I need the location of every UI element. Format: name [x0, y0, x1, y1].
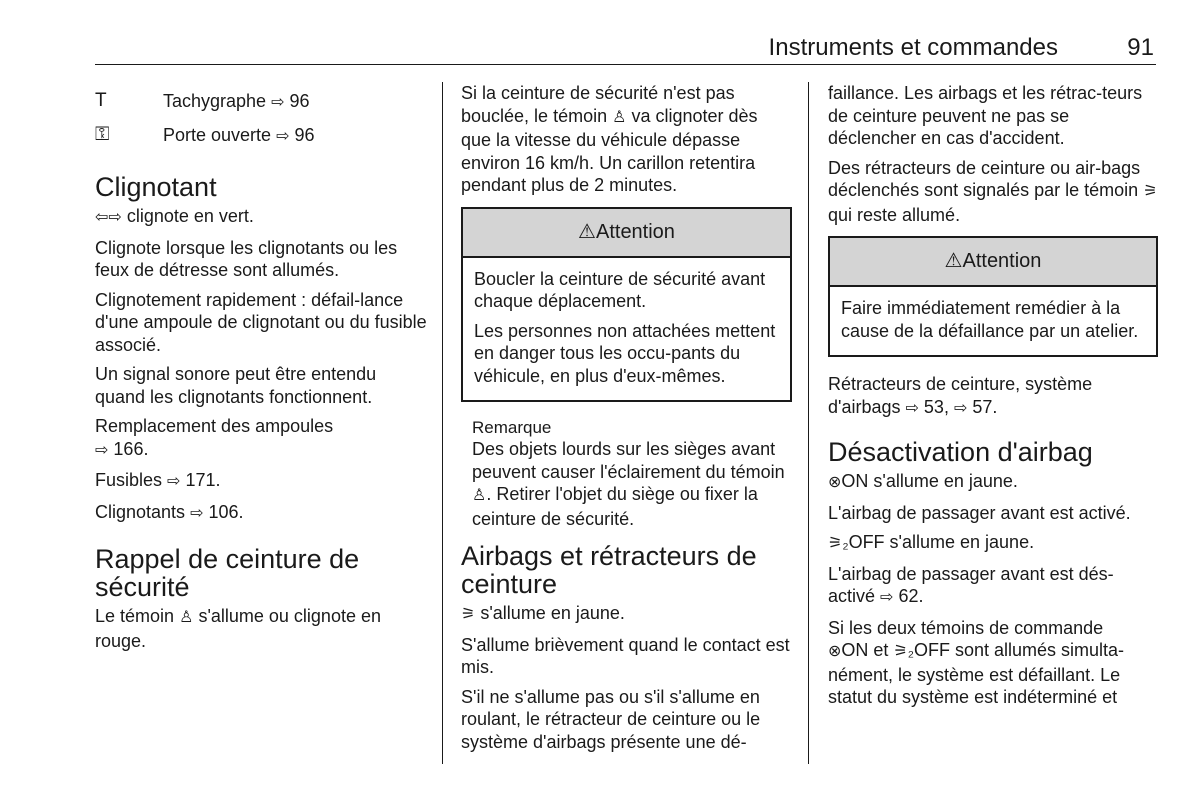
- reference-1: 53,: [923, 396, 949, 417]
- warning-text-2: Faire immédiatement remédier à la cause de la défaillance par un atelier.: [841, 298, 1139, 341]
- door-text: [163, 124, 315, 149]
- door-row: [95, 124, 427, 158]
- airbag-icon: ⚞: [461, 606, 476, 623]
- arrow-icon: ⇨: [880, 589, 894, 606]
- arrow-icon: ⇨: [953, 399, 968, 417]
- arrow-icon: ⇨: [905, 399, 919, 417]
- page-number: 91: [1127, 34, 1154, 61]
- clignotant-heading: Clignotant: [95, 172, 217, 202]
- airbag-on-desc: L'airbag de passager avant est activé.: [828, 502, 1131, 523]
- fusibles-ref: 171.: [185, 470, 221, 490]
- tachograph-text: [163, 90, 310, 115]
- seatbelt-icon: ♙: [472, 487, 487, 504]
- rappel-text-a: Le témoin: [95, 606, 175, 626]
- last-text-a: Si les deux témoins de commande: [828, 617, 1104, 638]
- tachograph-label: Tachygraphe: [163, 91, 267, 111]
- clignotant-line1: [95, 205, 427, 230]
- warning-icon: ⚠: [578, 220, 596, 243]
- clignotants-paragraph: [95, 501, 427, 526]
- col3-p2: [828, 157, 1158, 227]
- door-label: Porte ouverte: [163, 125, 272, 145]
- seatbelt-icon: ♙: [179, 609, 194, 626]
- warning-p1: Boucler la ceinture de sécurité avant chaque déplacement.: [474, 268, 766, 311]
- airbags-p1-text: s'allume en jaune.: [480, 603, 625, 623]
- reference-2: 57.: [972, 396, 998, 417]
- warning-title-2: Attention: [962, 250, 1042, 272]
- last-off: OFF sont allumés simulta-nément, le système est défaillant. Le statut du système est indéterminé et: [828, 640, 1125, 707]
- column-divider-2: [808, 82, 809, 764]
- clignotant-p2: Clignote lorsque les clignotants ou les feux de détresse sont allumés.: [95, 237, 398, 280]
- note-text-a: Des objets lourds sur les sièges avant peuvent causer l'éclairement du témoin: [472, 439, 785, 482]
- tachograph-ref: 96: [289, 91, 310, 111]
- airbag-off-icon: ⚞₂: [893, 643, 914, 660]
- replacement-ref: 166.: [113, 438, 149, 459]
- airbag-off-line: [828, 531, 1158, 556]
- tachograph-row: [95, 90, 427, 124]
- airbag-off-desc-text: L'airbag de passager avant est dés-activé: [828, 563, 1114, 606]
- col3-p1: faillance. Les airbags et les rétrac-teurs de ceinture peuvent ne pas se déclencher en cas d'accident.: [828, 83, 1143, 148]
- airbag-off-text: OFF s'allume en jaune.: [848, 532, 1035, 552]
- airbags-p2: S'allume brièvement quand le contact est mis.: [461, 634, 790, 677]
- header-title: Instruments et commandes: [768, 34, 1058, 61]
- fusibles-paragraph: [95, 469, 427, 494]
- airbag-on-text: ON s'allume en jaune.: [841, 471, 1018, 491]
- warning-body-2: [830, 287, 1156, 355]
- tachograph-icon: T: [95, 90, 107, 111]
- note-text-b: . Retirer l'objet du siège ou fixer la ceinture de sécurité.: [472, 484, 758, 529]
- clignotants-ref: 106.: [208, 501, 244, 522]
- warning-title: Attention: [595, 220, 675, 243]
- warning-header-2: [830, 238, 1156, 287]
- arrow-icon: ⇨: [95, 441, 109, 459]
- clignotant-p4: Un signal sonore peut être entendu quand les clignotants fonctionnent.: [95, 364, 377, 407]
- arrow-icon: ⇨: [190, 504, 204, 522]
- seatbelt-text-a: Si la ceinture de sécurité n'est pas bouclée, le témoin: [461, 83, 735, 126]
- note-block: [461, 418, 792, 530]
- airbag-on-icon: ⊗: [828, 474, 842, 491]
- note-text: [472, 438, 792, 530]
- airbag-off-ref: 62.: [898, 586, 924, 606]
- replacement-label: Remplacement des ampoules: [95, 416, 334, 436]
- arrow-icon: ⇨: [271, 94, 285, 111]
- warning-body: [463, 258, 790, 401]
- clignotant-p3: Clignotement rapidement : défail-lance d'une ampoule de clignotant ou du fusible associé.: [95, 289, 427, 355]
- seatbelt-paragraph: [461, 82, 792, 197]
- clignotants-label: Clignotants: [95, 501, 186, 522]
- rappel-heading: Rappel de ceinture de sécurité: [95, 544, 360, 602]
- airbag-off-icon: ⚞₂: [828, 535, 849, 552]
- door-ref: 96: [294, 125, 315, 145]
- column-2: [461, 82, 792, 760]
- column-3: [828, 82, 1158, 716]
- col3-p2-text-a: Des rétracteurs de ceinture ou air-bags déclenchés sont signalés par le témoin: [828, 157, 1141, 200]
- airbag-on-line: [828, 470, 1158, 495]
- rappel-text-b: s'allume ou clignote en rouge.: [95, 606, 381, 651]
- airbag-icon: ⚞: [1143, 183, 1158, 200]
- col3-p2-text-b: qui reste allumé.: [828, 204, 961, 225]
- last-paragraph: [828, 617, 1158, 709]
- airbags-p1: [461, 602, 792, 627]
- seatbelt-icon: ♙: [612, 108, 627, 126]
- airbag-on-icon: ⊗: [828, 643, 842, 660]
- note-title: Remarque: [472, 418, 552, 437]
- warning-p2: Les personnes non attachées mettent en danger tous les occu-pants du véhicule, en plus d'eux-mêmes.: [474, 320, 776, 386]
- column-1: [95, 90, 427, 659]
- rappel-paragraph: [95, 605, 427, 652]
- warning-box-2: [828, 236, 1158, 357]
- seatbelt-text-b: va clignoter dès que la vitesse du véhicule dépasse environ 16 km/h. Un carillon retentira pendant plus de 2 minutes.: [461, 105, 758, 195]
- header-rule: [95, 64, 1156, 65]
- airbag-off-desc: [828, 563, 1158, 610]
- clignotant-line1-text: clignote en vert.: [126, 206, 254, 226]
- last-on: ON et: [841, 640, 889, 660]
- warning-icon: ⚠: [944, 250, 963, 272]
- reference-paragraph: [828, 373, 1158, 420]
- column-divider-1: [442, 82, 443, 764]
- reference-text: Rétracteurs de ceinture, système d'airbags: [828, 374, 1093, 417]
- warning-header: [463, 209, 790, 258]
- airbags-heading: Airbags et rétracteurs de ceinture: [461, 541, 757, 599]
- desactivation-heading: Désactivation d'airbag: [828, 437, 1093, 467]
- warning-box: [461, 207, 792, 403]
- airbags-p3: S'il ne s'allume pas ou s'il s'allume en roulant, le rétracteur de ceinture ou le système d'airbags présente une dé-: [461, 686, 761, 752]
- arrow-icon: ⇨: [276, 128, 290, 145]
- door-open-icon: ⚿: [95, 124, 110, 145]
- replacement-paragraph: [95, 415, 427, 462]
- arrow-icon: ⇨: [167, 473, 181, 490]
- fusibles-label: Fusibles: [95, 470, 163, 490]
- turn-signal-icon: ⇦⇨: [95, 209, 122, 226]
